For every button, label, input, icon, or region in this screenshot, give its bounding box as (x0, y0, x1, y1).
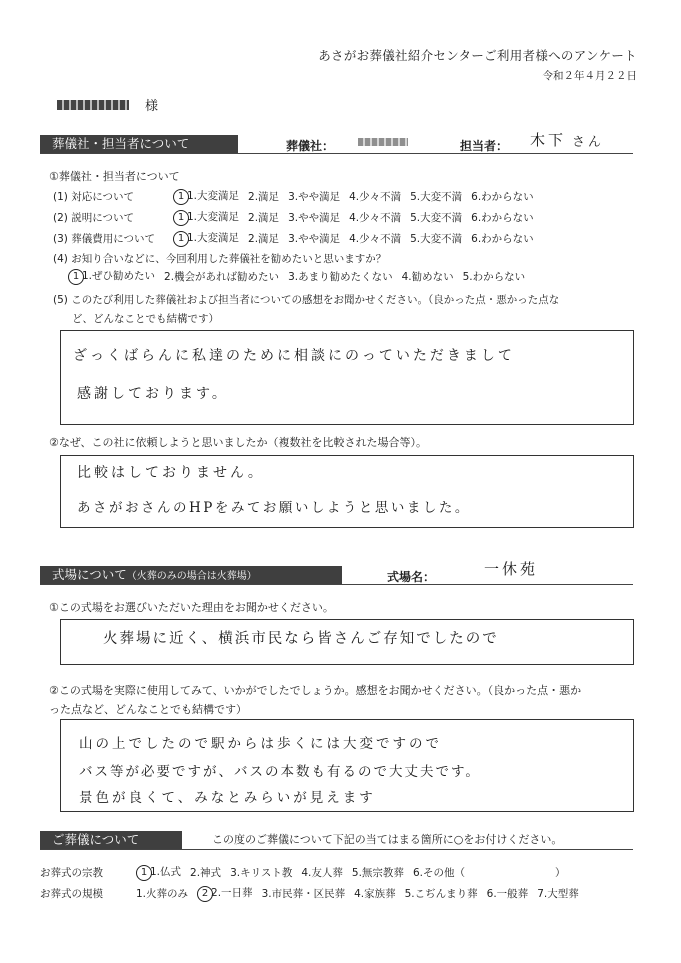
q4-option[interactable]: 1 1.ぜひ勧めたい (68, 268, 155, 285)
rating-option[interactable]: 1 1.大変満足 (173, 230, 239, 247)
venue-q2-question-line1: ②この式場を実際に使用してみて、いかがでしたでしょうか。感想をお聞かせください。（良かった点・悪か (49, 684, 582, 697)
q5-answer-box (60, 330, 634, 425)
q2-answer-line: 比較はしておりません。 (77, 465, 265, 481)
redacted-name (57, 100, 129, 110)
q4-option[interactable]: 4.勧めない (401, 271, 454, 283)
venue-q2-question-line2: った点など、どんなことでも結構です） (49, 703, 247, 716)
scale-option[interactable]: 7.大型葬 (537, 888, 579, 900)
rating-option[interactable]: 6.わからない (471, 191, 534, 203)
staff-suffix: さん (572, 135, 605, 150)
venue-q2-answer-line: 山の上でしたので駅からは歩くには大変ですので (79, 736, 442, 752)
venue-q2-answer-line: バス等が必要ですが、バスの本数も有るので大丈夫です。 (79, 764, 481, 780)
section-underline (40, 849, 633, 850)
section-funeral-company (40, 131, 633, 154)
rating-row (53, 207, 534, 228)
scale-option[interactable]: 6.一般葬 (486, 888, 529, 900)
circle-mark: 1 (68, 269, 84, 285)
venue-q1-answer: 火葬場に近く、横浜市民なら皆さんご存知でしたので (103, 631, 499, 647)
staff-label: 担当者： (460, 139, 509, 153)
q2-question: ②なぜ、この社に依頼しようと思いましたか（複数社を比較された場合等）。 (49, 436, 428, 449)
circle-mark: 1 (173, 189, 189, 205)
venue-q2-answer-box (60, 719, 634, 812)
venue-q2-answer-line: 景色が良くて、みなとみらいが見えます (79, 790, 376, 806)
rating-option[interactable]: 4.少々不満 (349, 233, 402, 245)
rating-option[interactable]: 2.満足 (248, 233, 280, 245)
scale-option[interactable]: 5.こぢんまり葬 (404, 888, 478, 900)
religion-option[interactable]: 6.その他（ (412, 867, 465, 879)
q4-option[interactable]: 3.あまり勧めたくない (288, 271, 393, 283)
scale-option[interactable]: 4.家族葬 (354, 888, 396, 900)
rating-row (53, 186, 534, 207)
venue-label: 式場名： (387, 570, 436, 584)
scale-option[interactable]: 2 2.一日葬 (197, 885, 253, 902)
q2-answer-box (60, 455, 634, 528)
circle-mark: 1 (136, 865, 152, 881)
q4-options (68, 268, 525, 285)
q4-option[interactable]: 2.機会があれば勧めたい (164, 271, 280, 283)
q5-question-line2: ど、どんなことでも結構です） (72, 313, 219, 325)
venue-q1-answer-box (60, 619, 634, 665)
q1-title: ①葬儀社・担当者について (49, 170, 180, 183)
company-label: 葬儀社： (286, 139, 335, 153)
scale-row (40, 885, 579, 902)
q5-answer-line: ざっくばらんに私達のために相談にのっていただきまして (73, 348, 515, 364)
rating-row (53, 228, 534, 249)
section-venue (40, 560, 633, 585)
section-title: 式場について（火葬のみの場合は火葬場） (40, 566, 342, 584)
scale-option[interactable]: 1.火葬のみ (136, 888, 189, 900)
scale-option[interactable]: 3.市民葬・区民葬 (261, 888, 346, 900)
venue-q1-question: ①この式場をお選びいただいた理由をお聞かせください。 (49, 601, 334, 614)
circle-mark: 2 (197, 886, 213, 902)
religion-option[interactable]: 3.キリスト教 (230, 867, 293, 879)
q5-question-line1: (5) このたび利用した葬儀社および担当者についての感想をお聞かせください。（良かった点・悪かった点な (53, 294, 560, 306)
rating-option[interactable]: 5.大変不満 (410, 233, 463, 245)
rating-option[interactable]: 2.満足 (248, 191, 280, 203)
rating-row-label: (3) 葬儀費用について (53, 233, 156, 245)
religion-option[interactable]: 5.無宗教葬 (351, 867, 404, 879)
rating-option[interactable]: 5.大変不満 (410, 212, 463, 224)
religion-row (40, 864, 565, 881)
rating-option[interactable]: 3.やや満足 (288, 233, 341, 245)
section-underline (40, 153, 633, 154)
venue-name: 一休苑 (484, 560, 539, 578)
q4-question: (4) お知り合いなどに、今回利用した葬儀社を勧めたいと思いますか？ (53, 253, 387, 265)
rating-option[interactable]: 6.わからない (471, 212, 534, 224)
rating-rows (53, 186, 534, 249)
rating-option[interactable]: 4.少々不満 (349, 191, 402, 203)
rating-row-label: (1) 対応について (53, 191, 135, 203)
rating-option[interactable]: 5.大変不満 (410, 191, 463, 203)
religion-close-paren: ） (554, 867, 566, 879)
circle-mark: 1 (173, 231, 189, 247)
religion-label: お葬式の宗教 (40, 867, 103, 879)
section-title: ご葬儀について (40, 831, 182, 849)
section-funeral (40, 831, 633, 850)
rating-option[interactable]: 1 1.大変満足 (173, 188, 239, 205)
q4-option[interactable]: 5.わからない (462, 271, 526, 283)
customer-name (57, 95, 158, 114)
section-title: 葬儀社・担当者について (40, 135, 238, 153)
section-instruction: この度のご葬儀について下記の当てはまる箇所に○をお付けください。 (212, 833, 563, 846)
section-underline (40, 584, 633, 585)
q2-answer-line: あさがおさんのHPをみてお願いしようと思いました。 (77, 500, 471, 516)
religion-option[interactable]: 2.神式 (190, 867, 222, 879)
rating-row-label: (2) 説明について (53, 212, 135, 224)
circle-mark: 1 (173, 210, 189, 226)
scale-label: お葬式の規模 (40, 888, 103, 900)
religion-option[interactable]: 4.友人葬 (301, 867, 343, 879)
survey-date: 令和２年４月２２日 (542, 70, 637, 82)
customer-suffix: 様 (145, 99, 159, 114)
rating-option[interactable]: 2.満足 (248, 212, 280, 224)
redacted-company (358, 138, 408, 146)
rating-option[interactable]: 4.少々不満 (349, 212, 402, 224)
rating-option[interactable]: 3.やや満足 (288, 212, 341, 224)
rating-option[interactable]: 1 1.大変満足 (173, 209, 239, 226)
rating-option[interactable]: 3.やや満足 (288, 191, 341, 203)
q5-answer-line: 感謝しております。 (77, 386, 229, 402)
survey-title: あさがお葬儀社紹介センターご利用者様へのアンケート (318, 48, 637, 63)
rating-option[interactable]: 6.わからない (471, 233, 534, 245)
staff-name: 木下 (530, 131, 567, 149)
religion-option[interactable]: 1 1.仏式 (136, 864, 181, 881)
